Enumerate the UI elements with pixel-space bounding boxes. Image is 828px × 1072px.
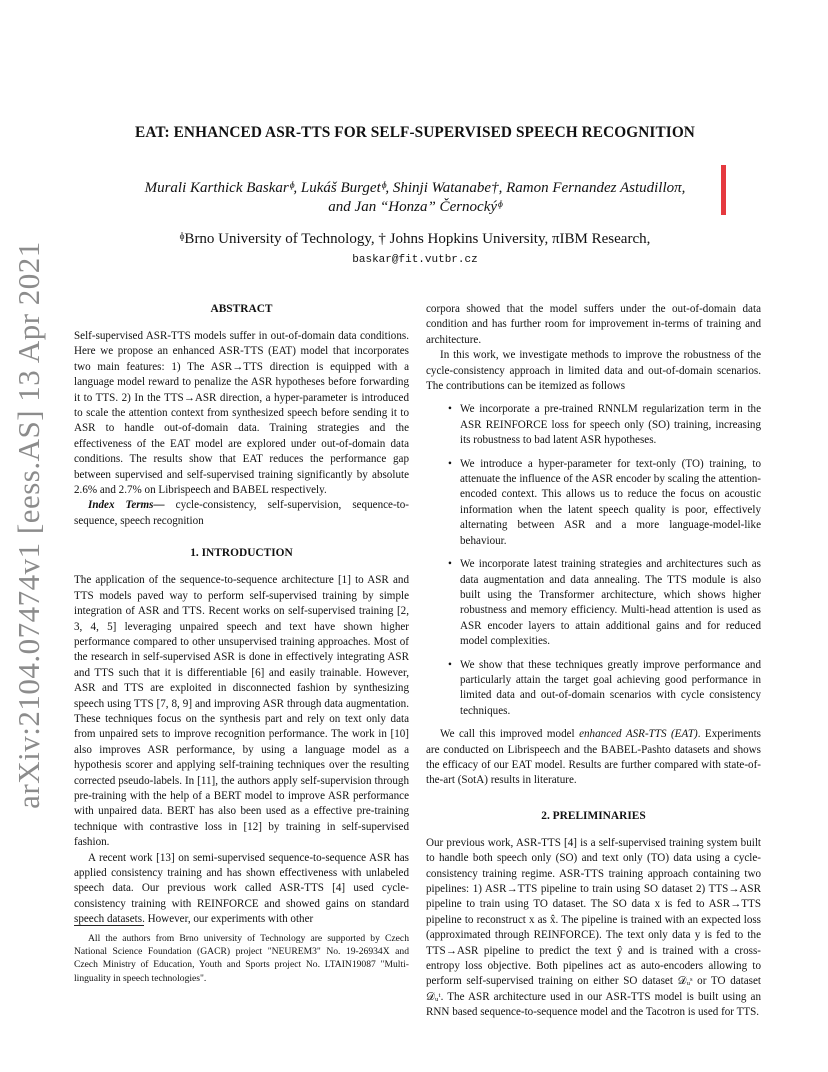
author-line-2: and Jan “Honza” Černockýᶲ: [328, 199, 502, 215]
preliminaries-heading: 2. PRELIMINARIES: [541, 809, 646, 822]
right-column: [426, 302, 761, 1021]
intro-paragraph-1: The application of the sequence-to-sequence architecture [1] to ASR and TTS models paved way to perform self-supervised training by simple integration of ASR and TTS. Recent works on self-supervised training [2, 3, 4, 5] leveraging unpaired speech and text have shown higher performance compared to other unsupervised training approaches. Most of the research in self-supervised ASR is done in effectively integrating ASR and TTS such that it is differentiable [6] and easily trainable. However, ASR and TTS are exploited in disconnected fashion by synthesizing speech using TTS [7, 8, 9] and improving ASR through data augmentation. These techniques focus on the synthesis part and rely on text only data from unpaired sets to improve recognition performance. The work in [10] also improves ASR performance, by using a language model as a hypothesis scorer and applying self-training techniques over the resulting corrected pseudo-labels. In [11], the authors apply self-supervision through pre-training with the help of a BERT model to improve ASR performance with unpaired data. BERT has also been used as a effective pre-training technique with contrastive loss in [12] by training in self-supervised fashion.: [74, 574, 409, 849]
affiliations: ᶲBrno University of Technology, † Johns Hopkins University, πIBM Research,: [179, 231, 651, 247]
abstract-text: Self-supervised ASR-TTS models suffer in out-of-domain data conditions. Here we propose an enhanced ASR-TTS (EAT) model that incorporates two main features: 1) The ASR→TTS direction is equipped with a language model reward to penalize the ASR hypotheses before forwarding it to TTS. 2) In the TTS→ASR direction, a hyper-parameter is introduced to scale the attention context from synthesized speech before sending it to ASR to handle out-of-domain data. Training strategies and the effectiveness of the EAT model are explored under out-of-domain data conditions. The results show that EAT reduces the performance gap between supervised and self-supervised training significantly by absolute 2.6% and 2.7% on Librispeech and BABEL respectively.: [74, 330, 409, 497]
index-terms-label: Index Terms—: [88, 499, 165, 512]
footnote-rule: [74, 925, 144, 926]
bullet-text: • We incorporate a pre-trained RNNLM regularization term in the ASR REINFORCE loss for speech only (SO) training, increasing its robustness to bad latent ASR hypotheses.: [460, 403, 761, 447]
eat-rest-text: . Experiments are conducted on Librispeech and the BABEL-Pashto datasets and shows the efficacy of our EAT model. Results are further compared with state-of-the-art (SotA) results in literature.: [426, 728, 761, 787]
contact-email[interactable]: baskar@fit.vutbr.cz: [352, 254, 478, 266]
left-column: [74, 302, 409, 928]
arxiv-identifier[interactable]: arXiv:2104.07474v1 [eess.AS] 13 Apr 2021: [11, 241, 46, 809]
right-paragraph-1: corpora showed that the model suffers under the out-of-domain data condition and has further room for improvement in-terms of training and architecture.: [426, 303, 761, 346]
intro-paragraph-2: A recent work [13] on semi-supervised sequence-to-sequence ASR has applied consistency training and has shown effectiveness with unlabeled speech data. Our previous work called ASR-TTS [4] used cycle-consistency training with REINFORCE and showed gains on standard speech datasets. However, our experiments with other: [74, 851, 409, 926]
bullet-text: • We introduce a hyper-parameter for text-only (TO) training, to attenuate the influence of the ASR encoder by scaling the attention-encoded context. This allows us to reduce the focus on acoustic information when the latent speech quality is poor, effectively alternating between ASR and a more language-model-like behaviour.: [460, 457, 761, 547]
index-terms-text: cycle-consistency, self-supervision, sequence-to-sequence, speech recognition: [74, 499, 409, 527]
bullet-text: • We show that these techniques greatly improve performance and particularly attain the target goal achieving good performance in limited data and out-of-domain scenarios with cycle consistency techniques.: [460, 658, 761, 717]
list-item: [426, 557, 761, 649]
index-terms: [74, 498, 409, 529]
footnote-text: All the authors from Brno university of Technology are supported by Czech National Science Foundation (GACR) project "NEUREM3" No. 19-26934X and Czech Ministry of Education, Youth and Sports project No. LTAIN19087 "Multi-linguality in speech technologies".: [74, 933, 409, 984]
eat-model-name: enhanced ASR-TTS (EAT): [579, 728, 698, 741]
arxiv-stamp: [8, 241, 50, 809]
intro-heading: 1. INTRODUCTION: [190, 547, 293, 560]
footnote: [74, 932, 409, 985]
right-paragraph-2: In this work, we investigate methods to improve the robustness of the cycle-consistency approach in limited data and out-of-domain scenarios. The contributions can be itemized as follows: [426, 349, 761, 393]
list-item: [426, 402, 761, 448]
author-line-1: Murali Karthick Baskarᶲ, Lukáš Burgetᶲ, Shinji Watanabe†, Ramon Fernandez Astudilloπ,: [144, 180, 686, 196]
list-item: [426, 457, 761, 549]
paper-title: EAT: ENHANCED ASR-TTS FOR SELF-SUPERVISED SPEECH RECOGNITION: [135, 124, 695, 141]
right-paragraph-3: [426, 727, 761, 789]
author-list: [90, 179, 740, 217]
bullet-text: • We incorporate latest training strategies and architectures such as data augmentation and data annealing. The TTS module is also built using the Transformer architecture, which shows higher robustness and memory efficiency. Multi-head attention is used as ASR encoder layers to attain additional gains and for reduced model complexities.: [460, 558, 761, 648]
eat-intro-text: We call this improved model: [440, 728, 580, 741]
list-item: [426, 658, 761, 720]
abstract-heading: ABSTRACT: [210, 303, 273, 315]
contributions-list: [426, 402, 761, 719]
preliminaries-paragraph: Our previous work, ASR-TTS [4] is a self-supervised training system built to handle both speech only (SO) and text only (TO) data using a cycle-consistency training regime. ASR-TTS training approach containing two pipelines: 1) ASR→TTS pipeline to train using SO dataset 2) TTS→ASR pipeline to train using TO dataset. The SO data x is fed to ASR→TTS pipeline to reconstruct x as x̂. The pipeline is trained with an expected loss (approximated through REINFORCE). The text only data y is fed to the TTS→ASR pipeline to predict the text ŷ and is trained with a cross-entropy loss objective. Both pipelines act as auto-encoders allowing to perform self-supervised training on either SO dataset 𝒟ᵤˢ or TO dataset 𝒟ᵤᵗ. The ASR architecture used in our ASR-TTS model is built using an RNN based sequence-to-sequence model and the Tacotron is used for TTS.: [426, 836, 761, 1019]
